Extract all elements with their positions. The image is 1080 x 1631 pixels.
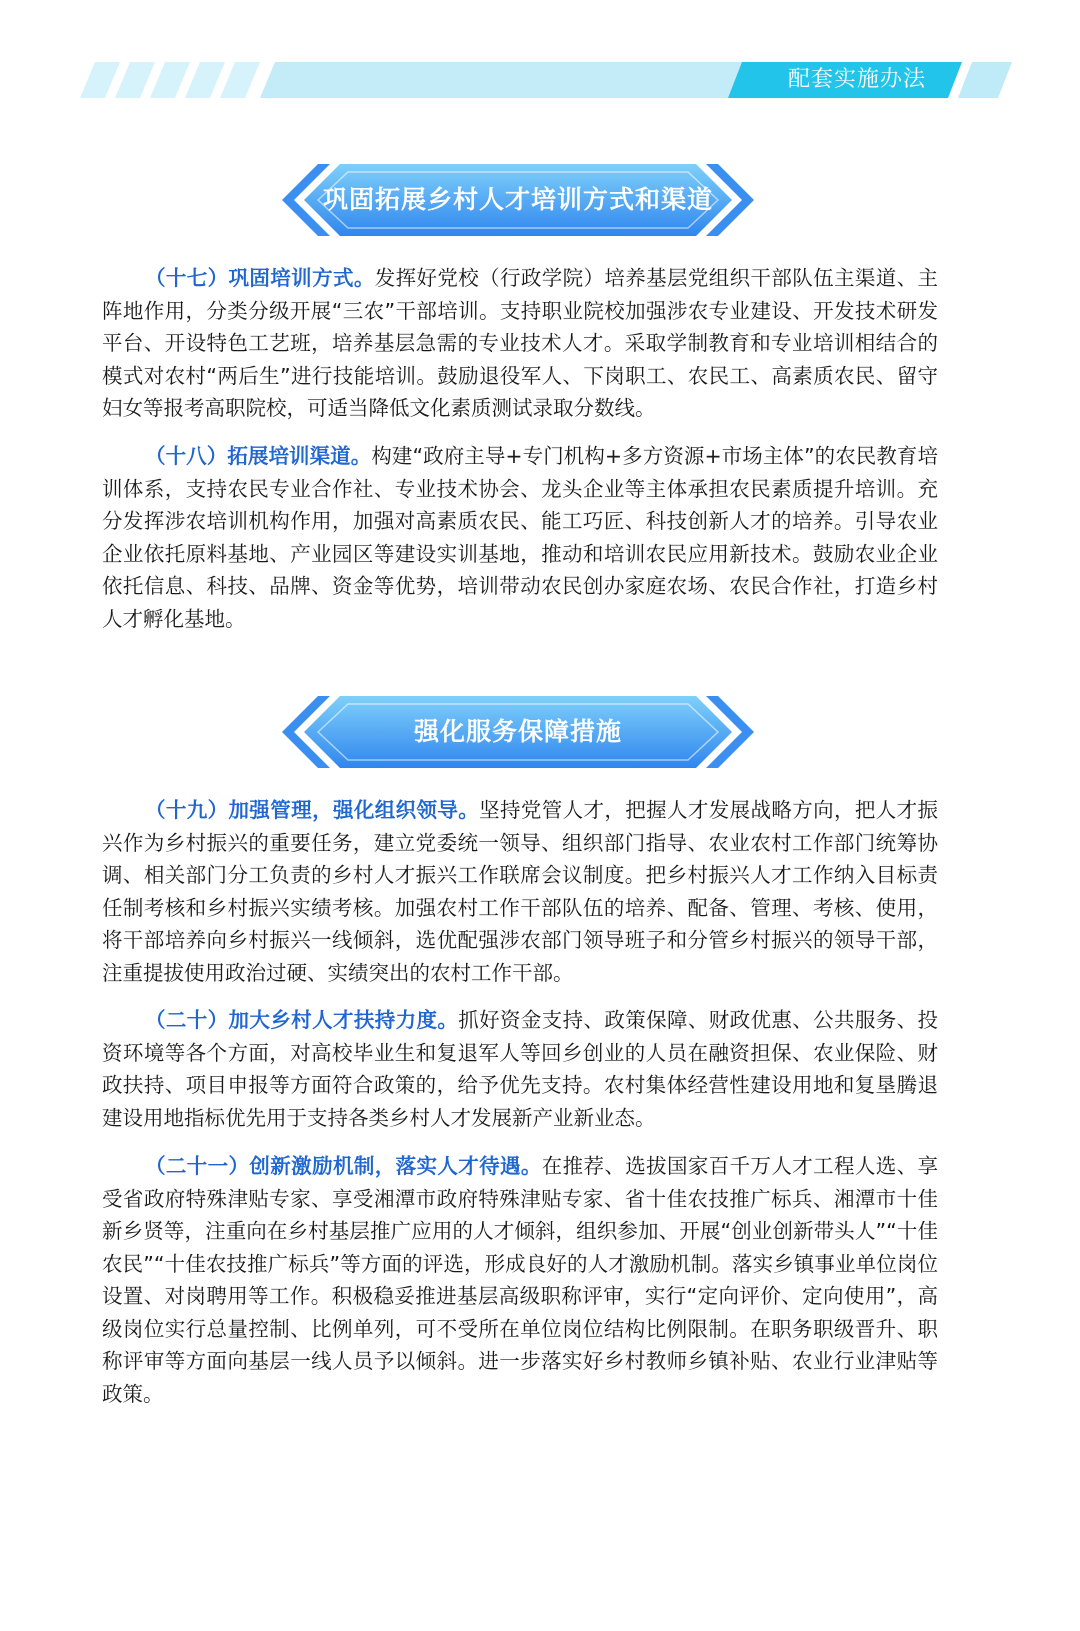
paragraph-text: 在推荐、选拔国家百千万人才工程人选、享受省政府特殊津贴专家、享受湘潭市政府特殊津贴专家、省十佳农技推广标兵、湘潭市十佳新乡贤等，注重向在乡村基层推广应用的人才倾斜，组织参加、开展“创业创新带头人”“十佳农民”“十佳农技推广标兵”等方面的评选，形成良好的人才激励机制。落实乡镇事业单位岗位设置、对岗聘用等工作。积极稳妥推进基层高级职称评审，实行“定向评价、定向使用”，高级岗位实行总量控制、比例单列，可不受所在单位岗位结构比例限制。在职务职级晋升、职称评审等方面向基层一线人员予以倾斜。进一步落实好乡村教师乡镇补贴、农业行业津贴等政策。 <box>102 1154 939 1406</box>
paragraph-17 <box>102 262 938 425</box>
section-heading-service <box>278 694 758 770</box>
section-title: 巩固拓展乡村人才培训方式和渠道 <box>322 185 713 214</box>
paragraph-text: 构建“政府主导+专门机构+多方资源+市场主体”的农民教育培训体系，支持农民专业合作社、专业技术协会、龙头企业等主体承担农民素质提升培训。充分发挥涉农培训机构作用，加强对高素质农民、能工巧匠、科技创新人才的培养。引导农业企业依托原料基地、产业园区等建设实训基地，推动和培训农民应用新技术。鼓励农业企业依托信息、科技、品牌、资金等优势，培训带动农民创办家庭农场、农民合作社，打造乡村人才孵化基地。 <box>102 444 939 631</box>
section-title: 强化服务保障措施 <box>413 717 622 746</box>
paragraph-text: 抓好资金支持、政策保障、财政优惠、公共服务、投资环境等各个方面，对高校毕业生和复退军人等回乡创业的人员在融资担保、农业保险、财政扶持、项目申报等方面符合政策的，给予优先支持。农村集体经营性建设用地和复垦腾退建设用地指标优先用于支持各类乡村人才发展新产业新业态。 <box>102 1008 938 1130</box>
paragraph-lead: （二十一）创新激励机制，落实人才待遇。 <box>145 1154 542 1178</box>
paragraph-lead: （十八）拓展培训渠道。 <box>145 444 372 468</box>
paragraph-lead: （十七）巩固培训方式。 <box>145 266 375 290</box>
section-heading-training <box>278 162 758 238</box>
paragraph-21 <box>102 1150 938 1410</box>
paragraph-text: 发挥好党校（行政学院）培养基层党组织干部队伍主渠道、主阵地作用，分类分级开展“三农”干部培训。支持职业院校加强涉农专业建设、开发技术研发平台、开设特色工艺班，培养基层急需的专业技术人才。采取学制教育和专业培训相结合的模式对农村“两后生”进行技能培训。鼓励退役军人、下岗职工、农民工、高素质农民、留守妇女等报考高职院校，可适当降低文化素质测试录取分数线。 <box>102 266 939 420</box>
paragraph-lead: （十九）加强管理，强化组织领导。 <box>145 798 480 822</box>
paragraph-lead: （二十）加大乡村人才扶持力度。 <box>145 1008 459 1032</box>
top-banner <box>0 62 1080 98</box>
paragraph-18 <box>102 440 938 635</box>
paragraph-20 <box>102 1004 938 1134</box>
paragraph-19 <box>102 794 938 989</box>
paragraph-text: 坚持党管人才，把握人才发展战略方向，把人才振兴作为乡村振兴的重要任务，建立党委统一领导、组织部门指导、农业农村工作部门统筹协调、相关部门分工负责的乡村人才振兴工作联席会议制度。把乡村振兴人才工作纳入目标责任制考核和乡村振兴实绩考核。加强农村工作干部队伍的培养、配备、管理、考核、使用，将干部培养向乡村振兴一线倾斜，选优配强涉农部门领导班子和分管乡村振兴的领导干部，注重提拔使用政治过硬、实绩突出的农村工作干部。 <box>102 798 939 985</box>
banner-title: 配套实施办法 <box>787 67 926 92</box>
